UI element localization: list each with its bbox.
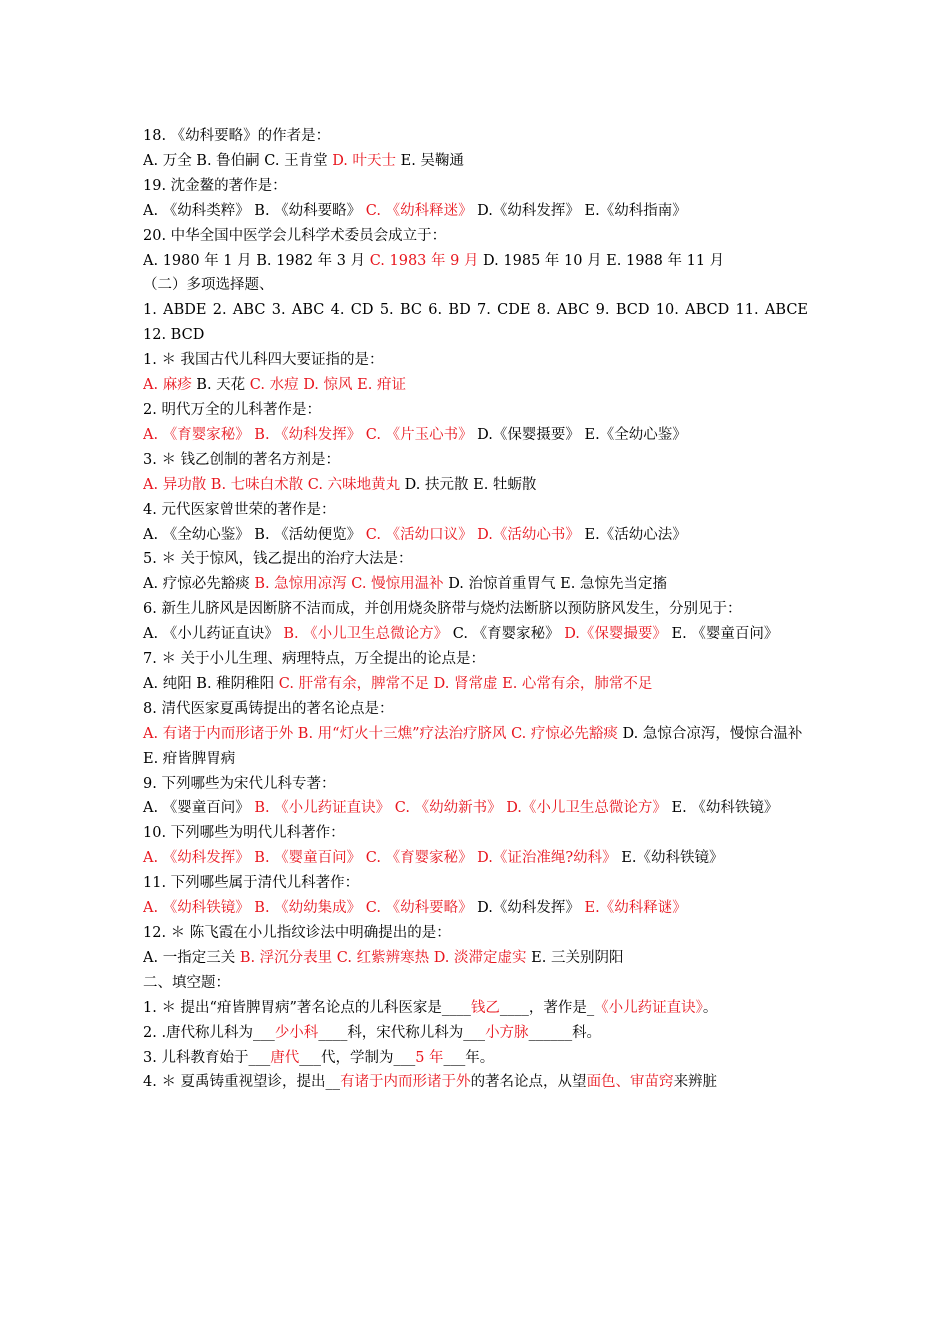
answer-text: D. 叶天士	[332, 152, 397, 169]
question-text: （二）多项选择题、	[143, 277, 274, 294]
question-text: E. 吴鞠通	[396, 152, 464, 169]
question-text: E. 三关别阴阳	[526, 949, 624, 966]
question-text: 11. 下列哪些属于清代儿科著作：	[143, 875, 360, 892]
text-line	[143, 249, 808, 274]
answer-text: 《小儿药证直诀》	[594, 999, 703, 1016]
text-line	[143, 174, 808, 199]
answer-text: A. 《育婴家秘》 B. 《幼科发挥》 C. 《片玉心书》	[143, 426, 473, 443]
text-line	[143, 572, 808, 597]
question-text: 2. 明代万全的儿科著作是：	[143, 401, 321, 418]
text-line	[143, 1070, 808, 1095]
question-text: 1. ＊ 提出“疳皆脾胃病”著名论点的儿科医家是____	[143, 999, 471, 1016]
text-line	[143, 647, 808, 672]
answer-text: 面色、审苗窍	[586, 1074, 674, 1091]
text-line	[143, 348, 808, 373]
text-line	[143, 373, 808, 398]
question-text: 3. ＊ 钱乙创制的著名方剂是：	[143, 451, 341, 468]
text-line	[143, 971, 808, 996]
answer-text: D.《保婴撮要》	[564, 626, 667, 643]
answer-text: B. 急惊用凉泻 C. 慢惊用温补	[254, 576, 444, 593]
text-line	[143, 672, 808, 697]
question-text: 4. 元代医家曾世荣的著作是：	[143, 501, 336, 518]
question-text: 二、填空题：	[143, 974, 230, 991]
answer-text: C. 水痘 D. 惊风 E. 疳证	[249, 377, 406, 394]
question-text: A. 疗惊必先豁痰	[143, 576, 255, 593]
answer-text: 有诸于内而形诸于外	[340, 1074, 471, 1091]
answer-text: 少小科	[274, 1024, 319, 1041]
question-text: ____，著作是_	[499, 999, 595, 1016]
question-text: 8. 清代医家夏禹铸提出的著名论点是：	[143, 700, 394, 717]
text-line	[143, 273, 808, 298]
text-line	[143, 1046, 808, 1071]
question-text: 1. ABDE 2. ABC 3. ABC 4. CD 5. BC 6. BD 7. CDE 8. ABC 9. BCD 10. ABCD 11. ABCE	[143, 302, 808, 319]
text-line	[143, 597, 808, 622]
answer-text: B. 《小儿卫生总微论方》	[283, 626, 449, 643]
question-text: A. 一指定三关	[143, 949, 240, 966]
text-line	[143, 796, 808, 821]
question-text: 。	[702, 999, 718, 1016]
question-text: 的著名论点，从望	[470, 1074, 587, 1091]
answer-text: C. 《幼科释迷》	[365, 202, 473, 219]
text-line	[143, 996, 808, 1021]
question-text: 20. 中华全国中医学会儿科学术委员会成立于：	[143, 227, 447, 244]
question-text: ______科。	[528, 1024, 602, 1041]
question-text: E. 《幼科铁镜》	[666, 800, 779, 817]
question-text: D. 治惊首重胃气 E. 急惊先当定搐	[443, 576, 667, 593]
text-line	[143, 124, 808, 149]
text-line	[143, 523, 808, 548]
text-line	[143, 473, 808, 498]
question-text: 4. ＊ 夏禹铸重视望诊，提出__	[143, 1074, 341, 1091]
answer-text: A. 《幼科发挥》 B. 《婴童百问》 C. 《育婴家秘》 D.《证治准绳?幼科》	[143, 850, 617, 867]
question-text: D. 扶元散 E. 牡蛎散	[400, 476, 537, 493]
question-text: D. 急惊合凉泻，慢惊合温补 E. 疳皆脾胃病	[143, 725, 803, 767]
question-text: ____科，宋代称儿科为___	[318, 1024, 486, 1041]
text-line	[143, 498, 808, 523]
text-line	[143, 298, 808, 323]
answer-text: E.《幼科释谜》	[584, 900, 687, 917]
text-line	[143, 448, 808, 473]
question-text: D.《保婴摄要》 E.《全幼心鉴》	[472, 426, 687, 443]
text-line	[143, 149, 808, 174]
question-text: D.《幼科发挥》 E.《幼科指南》	[472, 202, 687, 219]
question-text: 18. 《幼科要略》的作者是：	[143, 128, 331, 144]
text-line	[143, 846, 808, 871]
question-text: A. 《婴童百问》	[143, 800, 255, 817]
text-line	[143, 199, 808, 224]
question-text: ___代，学制为___	[299, 1049, 416, 1066]
question-text: A. 《全幼心鉴》 B. 《活幼便览》	[143, 526, 366, 543]
question-text: ___年。	[443, 1049, 495, 1066]
answer-text: A. 有诸于内而形诸于外 B. 用“灯火十三燋”疗法治疗脐风 C. 疗惊必先豁痰	[143, 725, 618, 742]
answer-text: 小方脉	[485, 1024, 529, 1041]
question-text: 10. 下列哪些为明代儿科著作：	[143, 825, 345, 842]
answer-text: C. 肝常有余，脾常不足 D. 肾常虚 E. 心常有余，肺常不足	[278, 675, 653, 692]
question-text: 12. BCD	[143, 327, 205, 344]
question-text: E.《活幼心法》	[579, 526, 687, 543]
question-text: 12. ＊ 陈飞霞在小儿指纹诊法中明确提出的是：	[143, 925, 451, 941]
question-text: A. 1980 年 1 月 B. 1982 年 3 月	[143, 252, 370, 269]
question-text: E.《幼科铁镜》	[616, 850, 724, 867]
text-line	[143, 946, 808, 971]
question-text: D.《幼科发挥》	[472, 900, 585, 917]
question-text: C. 《育婴家秘》	[448, 626, 565, 643]
text-line	[143, 1021, 808, 1046]
answer-text: 唐代	[270, 1049, 300, 1066]
text-line	[143, 423, 808, 448]
question-text: 5. ＊ 关于惊风，钱乙提出的治疗大法是：	[143, 551, 413, 568]
question-text: 3. 儿科教育始于___	[143, 1049, 271, 1066]
text-line	[143, 871, 808, 896]
text-line	[143, 547, 808, 572]
text-line	[143, 398, 808, 423]
question-text: 9. 下列哪些为宋代儿科专著：	[143, 775, 336, 792]
text-line	[143, 224, 808, 249]
question-text: A. 万全 B. 鲁伯嗣 C. 王肯堂	[143, 152, 333, 169]
question-text: 1. ＊ 我国古代儿科四大要证指的是：	[143, 352, 384, 369]
answer-text: C. 1983 年 9 月	[369, 252, 479, 269]
text-line	[143, 622, 808, 647]
question-text: A. 《幼科类粹》 B. 《幼科要略》	[143, 202, 366, 219]
answer-text: A. 异功散 B. 七味白术散 C. 六味地黄丸	[143, 476, 401, 493]
question-text: A. 《小儿药证直诀》	[143, 626, 284, 643]
answer-text: B. 《小儿药证直诀》 C. 《幼幼新书》 D.《小儿卫生总微论方》	[254, 800, 667, 817]
text-line	[143, 821, 808, 846]
question-text: 19. 沈金鳌的著作是：	[143, 177, 287, 194]
answer-text: A. 麻疹	[143, 377, 192, 394]
text-line	[143, 323, 808, 348]
answer-text: 5 年	[415, 1049, 444, 1066]
question-text: 2. .唐代称儿科为___	[143, 1024, 275, 1041]
answer-text: 钱乙	[470, 999, 500, 1016]
text-line	[143, 896, 808, 921]
document-page	[143, 124, 808, 1095]
question-text: 来辨脏	[673, 1074, 718, 1091]
answer-text: C. 《活幼口议》 D.《活幼心书》	[365, 526, 580, 543]
question-text: A. 纯阳 B. 稚阴稚阳	[143, 675, 279, 692]
question-text: E. 《婴童百问》	[666, 626, 779, 643]
text-line	[143, 722, 808, 772]
text-line	[143, 921, 808, 946]
answer-text: B. 浮沉分表里 C. 红紫辨寒热 D. 淡滞定虚实	[239, 949, 527, 966]
question-text: 7. ＊ 关于小儿生理、病理特点，万全提出的论点是：	[143, 651, 486, 668]
text-line	[143, 772, 808, 797]
question-text: 6. 新生儿脐风是因断脐不洁而成，并创用烧灸脐带与烧灼法断脐以预防脐风发生，分别见于：	[143, 601, 742, 618]
answer-text: A. 《幼科铁镜》 B. 《幼幼集成》 C. 《幼科要略》	[143, 900, 473, 917]
question-text: D. 1985 年 10 月 E. 1988 年 11 月	[478, 252, 725, 269]
text-line	[143, 697, 808, 722]
question-text: B. 天花	[191, 377, 250, 394]
